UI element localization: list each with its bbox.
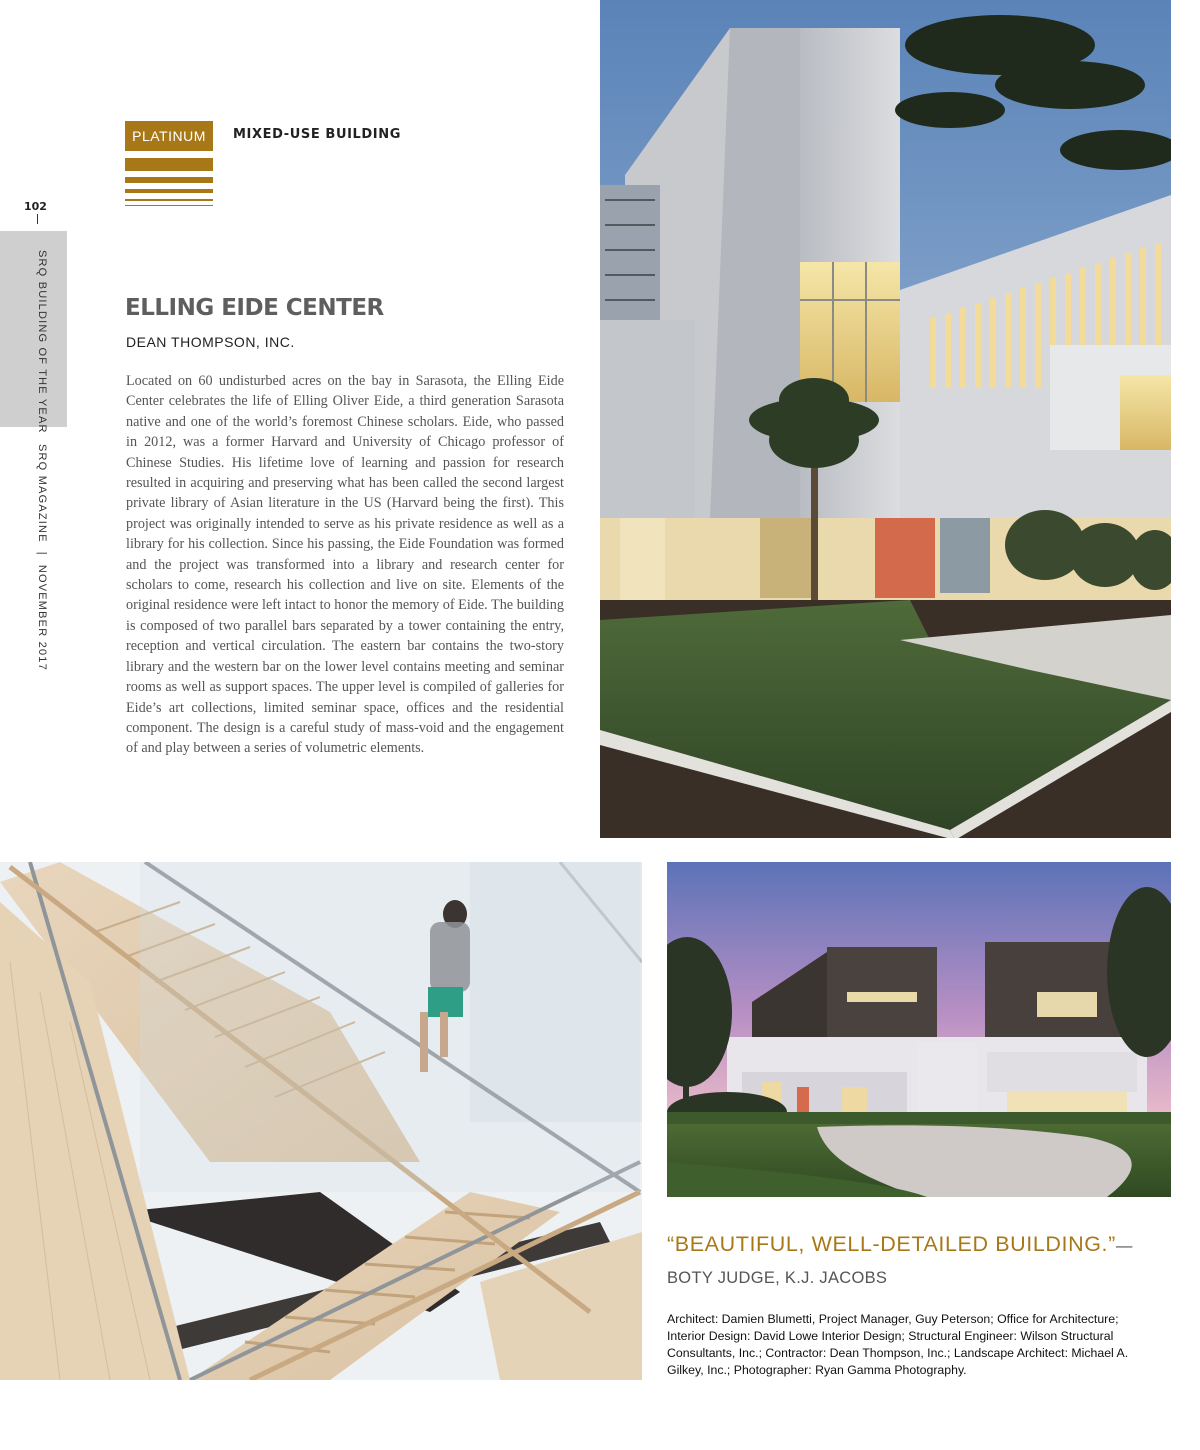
section-running-head: SRQ BUILDING OF THE YEAR [36,250,48,434]
magazine-running-head [36,444,48,671]
badge-stripe [125,158,213,171]
firm-name: DEAN THOMPSON, INC. [126,334,295,350]
exterior-photo [667,862,1171,1197]
quote-attribution: —BOTY JUDGE, K.J. JACOBS [667,1237,1133,1287]
quote-text: “BEAUTIFUL, WELL-DETAILED BUILDING.” [667,1232,1116,1256]
hero-photo [600,0,1171,838]
magazine-name: SRQ MAGAZINE [36,444,48,543]
body-copy: Located on 60 undisturbed acres on the bay in Sarasota, the Elling Eide Center celebrates the life of Elling Oliver Eide, a third generation Sarasota native and one of the world’s foremost Chinese scholars. Eide, who passed in 2012, was a former Harvard and University of Chicago professor of Chinese Studies. His lifetime love of learning and passion for research resulted in acquiring and preserving what has been called the second largest private library of Asian literature in the US (Harvard being the first). This project was originally intended to serve as his private residence as well as a library for his collection. Since his passing, the Eide Foundation was formed and the project was transformed into a library and research center for scholars to come, research his collection and live on site. Elements of the original residence were left intact to honor the memory of Eide. The building is composed of two parallel bars separated by a tower containing the entry, reception and vertical circulation. The eastern bar contains the two-story library and the western bar on the lower level contains meeting and seminar rooms as well as support spaces. The upper level is compiled of galleries for Eide’s art collections, limited seminar space, offices and the residential component. The design is a careful study of mass-void and the engagement of and play between a series of volumetric elements. [126,373,564,757]
badge-stripe [125,177,213,183]
pull-quote [667,1229,1137,1293]
award-category: MIXED-USE BUILDING [233,127,401,142]
stair-photo [0,862,642,1380]
badge-stripe [125,189,213,193]
project-credits: Architect: Damien Blumetti, Project Manager, Guy Peterson; Office for Architecture; Interior Design: David Lowe Interior Design; Structural Engineer: Wilson Structural Consultants, Inc.; Contractor: Dean Thompson, Inc.; Landscape Architect: Michael A. Gilkey, Inc.; Photographer: Ryan Gamma Photography. [667,1312,1129,1377]
building-exterior-image [667,862,1171,1197]
project-title: ELLING EIDE CENTER [125,295,384,321]
badge-stripe [125,199,213,201]
page-number-rule [37,214,38,224]
section-tab [0,231,67,427]
issue-date: NOVEMBER 2017 [36,564,48,671]
page-number: 102 [24,200,47,213]
stair-interior-image [0,862,642,1380]
badge-stripe [125,205,213,206]
running-head-separator: | [36,551,48,556]
award-level: PLATINUM [125,121,213,151]
award-badge [125,121,213,206]
courtyard-dusk-image [600,0,1171,838]
